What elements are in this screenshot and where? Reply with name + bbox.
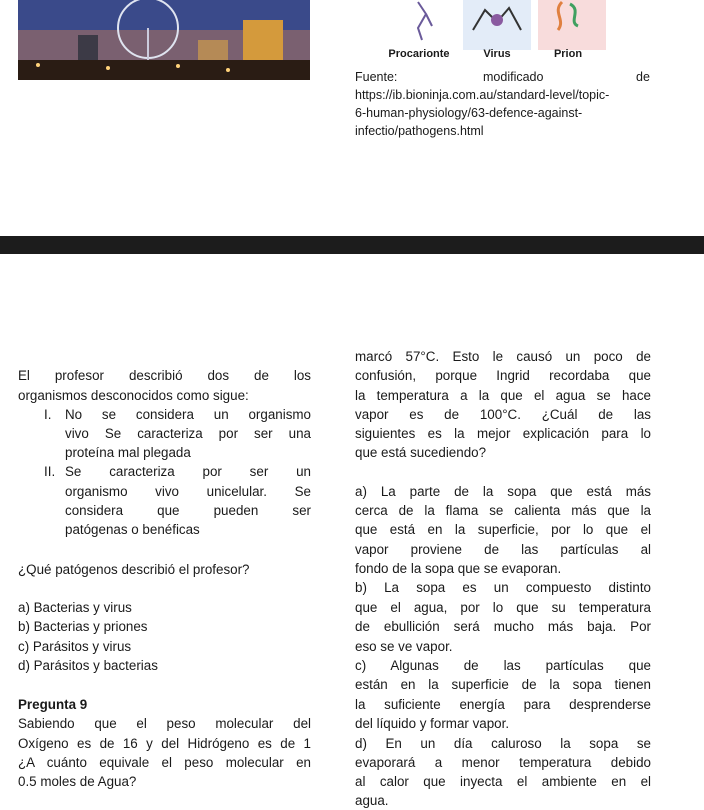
right-line-2: confusión, porque Ingrid recordaba que — [355, 368, 651, 383]
right-line-6: que está sucediendo? — [355, 445, 487, 460]
right-option-a-3: que está en la superficie, por lo que el — [355, 522, 651, 537]
right-option-c-2: están en la superficie de la sopa tienen — [355, 677, 651, 692]
item-1-line-2: vivo Se caracteriza por ser una — [65, 426, 311, 441]
right-option-c-3: la suficiente energía para desprenderse — [355, 697, 651, 712]
item-2-num: II. — [44, 464, 56, 479]
option-b[interactable]: b) Bacterias y priones — [18, 619, 148, 634]
right-line-1: marcó 57°C. Esto le causó un poco de — [355, 349, 651, 364]
source-modifier: modificado — [483, 70, 544, 84]
right-option-d-3: al calor que inyecta el ambiente en el — [355, 774, 651, 789]
intro-line-2: organismos desconocidos como sigue: — [18, 388, 249, 403]
item-1-line-3: proteína mal plegada — [65, 445, 191, 460]
item-2-line-1: Se caracteriza por ser un — [65, 464, 311, 479]
item-2-line-4: patógenas o benéficas — [65, 522, 200, 537]
right-option-d-2: evaporará a menor temperatura debido — [355, 755, 651, 770]
q9-line-4: 0.5 moles de Agua? — [18, 774, 137, 789]
option-d[interactable]: d) Parásitos y bacterias — [18, 658, 158, 673]
right-option-a-1[interactable]: a) La parte de la sopa que está más — [355, 484, 651, 499]
right-option-b-3: de ebullición será mucho más baja. Por — [355, 619, 651, 634]
right-option-a-2: cerca de la flama se calienta más que la — [355, 503, 651, 518]
right-line-3: la temperatura a la que el agua se hace — [355, 388, 651, 403]
right-option-b-4: eso se ve vapor. — [355, 639, 453, 654]
right-option-a-5: fondo de la sopa que se evaporan. — [355, 561, 562, 576]
city-photo — [18, 0, 310, 80]
item-1-line-1: No se considera un organismo — [65, 407, 311, 422]
question-text: ¿Qué patógenos describió el profesor? — [18, 562, 250, 577]
prion-panel — [538, 0, 606, 50]
q9-line-2: Oxígeno es de 16 y del Hidrógeno es de 1 — [18, 736, 311, 751]
city-photo-illustration — [18, 0, 310, 80]
item-2-line-2: organismo vivo unicelular. Se — [65, 484, 311, 499]
page-divider — [0, 236, 704, 254]
source-line — [355, 68, 651, 86]
intro-line-1: El profesor describió dos de los — [18, 368, 311, 383]
source-url-1[interactable]: https://ib.bioninja.com.au/standard-level/topic- — [355, 88, 610, 102]
caption-procarionte: Procarionte — [388, 48, 450, 60]
right-option-d-1[interactable]: d) En un día caluroso la sopa se — [355, 736, 651, 751]
right-option-c-1[interactable]: c) Algunas de las partículas que — [355, 658, 651, 673]
right-line-4: vapor es de 100°C. ¿Cuál de las — [355, 407, 651, 422]
virus-panel — [463, 0, 531, 50]
right-line-5: siguientes es la mejor explicación para lo — [355, 426, 651, 441]
option-a[interactable]: a) Bacterias y virus — [18, 600, 132, 615]
right-option-b-2: que el agua, por lo que su temperatura — [355, 600, 651, 615]
procariont-panel — [388, 0, 450, 50]
q9-line-3: ¿A cuánto equivale el peso molecular en — [18, 755, 311, 770]
source-url-2[interactable]: 6-human-physiology/63-defence-against- — [355, 106, 583, 120]
caption-virus: Virus — [483, 48, 511, 60]
source-url-3[interactable]: infectio/pathogens.html — [355, 124, 484, 138]
pathogen-diagram — [388, 0, 606, 64]
right-option-a-4: vapor proviene de las partículas al — [355, 542, 651, 557]
caption-prion: Prion — [553, 48, 583, 60]
right-option-b-1[interactable]: b) La sopa es un compuesto distinto — [355, 580, 651, 595]
q9-line-1: Sabiendo que el peso molecular del — [18, 716, 311, 731]
item-1-num: I. — [44, 407, 52, 422]
question-9-title: Pregunta 9 — [18, 697, 88, 712]
source-label: Fuente: — [355, 70, 398, 84]
item-2-line-3: considera que pueden ser — [65, 503, 311, 518]
right-option-c-4: del líquido y formar vapor. — [355, 716, 510, 731]
source-de: de — [636, 70, 650, 84]
option-c[interactable]: c) Parásitos y virus — [18, 639, 132, 654]
right-option-d-4: agua. — [355, 793, 389, 808]
